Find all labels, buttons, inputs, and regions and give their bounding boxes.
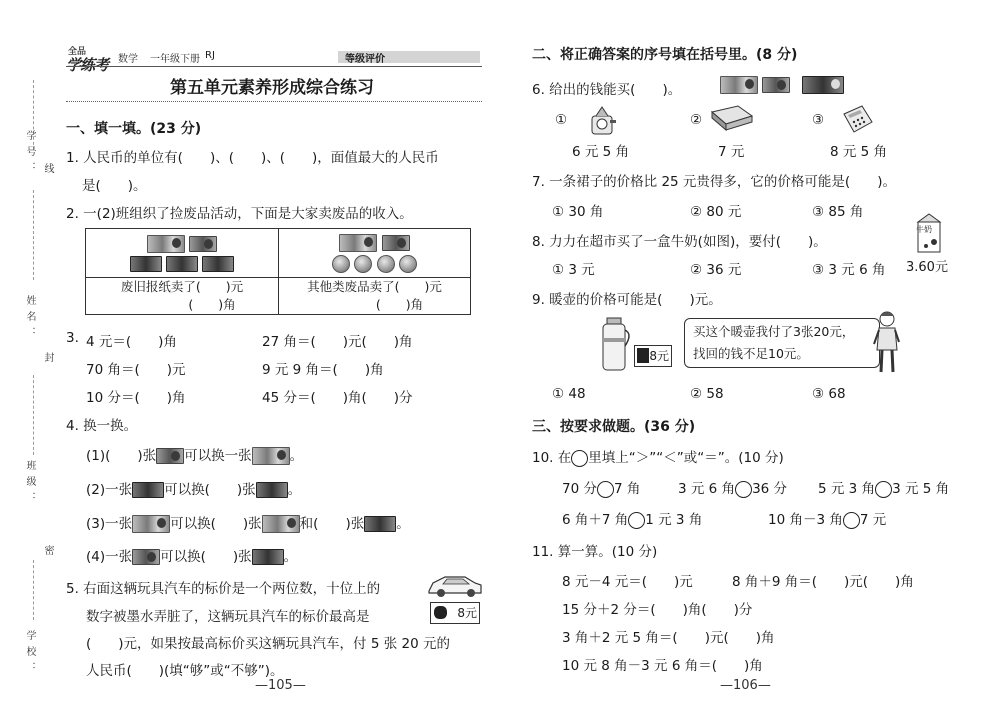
answer-circle[interactable] xyxy=(571,450,588,467)
q9-option: ② 58 xyxy=(690,386,724,402)
coin-icon xyxy=(399,255,417,273)
q8-option: ① 3 元 xyxy=(552,262,595,278)
cut-mark-seal: 封 xyxy=(42,352,53,368)
banknote-icon xyxy=(364,516,396,532)
q9-option: ③ 68 xyxy=(812,386,846,402)
q2-text: 2. 一(2)班组织了捡废品活动，下面是大家卖废品的收入。 xyxy=(66,206,413,222)
price-tag: 8元 xyxy=(430,602,480,624)
edition: RJ xyxy=(205,50,215,61)
page-title: 第五单元素养形成综合练习 xyxy=(170,78,374,98)
q7-option: ③ 85 角 xyxy=(812,204,864,220)
logo: 学练考 xyxy=(66,56,109,74)
q3-number: 3. xyxy=(66,330,79,346)
answer-circle[interactable] xyxy=(875,481,892,498)
q8-option: ② 36 元 xyxy=(690,262,742,278)
thermos-icon xyxy=(595,316,635,376)
q6-text: 6. 给出的钱能买( )。 xyxy=(532,82,682,98)
pencil-sharpener-icon xyxy=(586,104,618,138)
subject: 数学 xyxy=(118,54,138,65)
section-2-heading: 二、将正确答案的序号填在括号里。(8 分) xyxy=(532,47,798,63)
grade: 一年级下册 xyxy=(150,54,200,65)
q3-item: 9 元 9 角＝( )角 xyxy=(262,362,384,378)
ink-blot-icon xyxy=(434,606,447,619)
banknote-icon xyxy=(166,256,198,272)
banknote-icon xyxy=(762,77,790,93)
logo-top: 全品 xyxy=(68,47,87,57)
q6-money xyxy=(720,76,844,94)
q9-text: 9. 暖壶的价格可能是( )元。 xyxy=(532,292,722,308)
rating-label: 等级评价 xyxy=(345,54,385,65)
q4-row1: (1)( )张 可以换一张 。 xyxy=(86,448,304,464)
q4-row3: (3)一张 可以换( )张 和( )张 。 xyxy=(86,516,410,532)
q11-item: 10 元 8 角－3 元 6 角＝( )角 xyxy=(562,658,763,674)
q11-item: 8 元－4 元＝( )元 xyxy=(562,574,693,590)
q1-line1: 1. 人民币的单位有( )、( )、( )，面值最大的人民币 xyxy=(66,150,439,166)
q5-line4: 人民币( )(填“够”或“不够”)。 xyxy=(86,663,284,679)
q3-item: 27 角＝( )元( )角 xyxy=(262,334,413,350)
banknote-icon xyxy=(339,234,377,252)
q6-price: 7 元 xyxy=(718,144,745,160)
q3-item: 4 元＝( )角 xyxy=(86,334,177,350)
milk-price: 3.60元 xyxy=(906,260,948,275)
q7-option: ① 30 角 xyxy=(552,204,604,220)
banknote-icon xyxy=(132,549,160,565)
book-icon xyxy=(708,104,756,138)
q10-item: 3 元 6 角 36 分 xyxy=(678,481,788,497)
q4-row2: (2)一张 可以换( )张 。 xyxy=(86,482,302,498)
thermos-price-tag: 8元 xyxy=(634,345,672,367)
ink-blot-icon xyxy=(637,348,649,363)
banknote-icon xyxy=(382,235,410,251)
answer-circle[interactable] xyxy=(735,481,752,498)
label-student-number: 学号： xyxy=(24,130,35,178)
q11-item: 3 角＋2 元 5 角＝( )元( )角 xyxy=(562,630,775,646)
q2-cell-paper-answer: 废旧报纸卖了( )元 ( )角 xyxy=(86,278,279,315)
q2-cell-other-answer: 其他类废品卖了( )元 ( )角 xyxy=(279,278,471,315)
q4-text: 4. 换一换。 xyxy=(66,418,138,434)
q11-item: 15 分＋2 分＝( )角( )分 xyxy=(562,602,753,618)
banknote-icon xyxy=(202,256,234,272)
banknote-icon xyxy=(132,515,170,533)
cut-mark-line: 线 xyxy=(42,163,53,179)
section-1-heading: 一、填一填。(23 分) xyxy=(66,121,202,137)
milk-label: 牛奶 xyxy=(916,225,932,234)
page-number-left: —105— xyxy=(255,678,306,693)
q2-cell-paper-money xyxy=(86,229,279,278)
page-number-right: —106— xyxy=(720,678,771,693)
q1-line2: 是( )。 xyxy=(82,178,147,194)
q3-item: 70 角＝( )元 xyxy=(86,362,186,378)
answer-circle[interactable] xyxy=(597,481,614,498)
q6-option: ① xyxy=(555,112,568,128)
q11-text: 11. 算一算。(10 分) xyxy=(532,544,658,560)
label-name: 姓名： xyxy=(24,295,35,343)
toy-car-icon xyxy=(425,571,485,601)
label-class: 班级： xyxy=(24,460,35,508)
banknote-icon xyxy=(147,235,185,253)
banknote-icon xyxy=(802,76,844,94)
boy-figure-icon xyxy=(872,310,902,376)
banknote-icon xyxy=(256,482,288,498)
q8-option: ③ 3 元 6 角 xyxy=(812,262,886,278)
calculator-icon xyxy=(840,104,876,138)
coin-icon xyxy=(377,255,395,273)
label-school: 学校： xyxy=(24,630,35,678)
q7-text: 7. 一条裙子的价格比 25 元贵得多，它的价格可能是( )。 xyxy=(532,174,896,190)
banknote-icon xyxy=(130,256,162,272)
q2-cell-other-money xyxy=(279,229,471,278)
banknote-icon xyxy=(189,236,217,252)
q10-item: 70 分 7 角 xyxy=(562,481,641,497)
banknote-icon xyxy=(252,549,284,565)
section-3-heading: 三、按要求做题。(36 分) xyxy=(532,419,696,435)
q6-price: 6 元 5 角 xyxy=(572,144,630,160)
banknote-icon xyxy=(720,76,758,94)
q6-option: ② xyxy=(690,112,703,128)
q5-line1: 5. 右面这辆玩具汽车的标价是一个两位数，十位上的 xyxy=(66,581,381,597)
banknote-icon xyxy=(252,447,290,465)
q9-option: ① 48 xyxy=(552,386,586,402)
q10-text: 10. 在 里填上“＞”“＜”或“＝”。(10 分) xyxy=(532,450,784,466)
q7-option: ② 80 元 xyxy=(690,204,742,220)
coin-icon xyxy=(354,255,372,273)
q11-item: 8 角＋9 角＝( )元( )角 xyxy=(732,574,914,590)
speech-bubble: 买这个暖壶我付了3张20元， 找回的钱不足10元。 xyxy=(684,318,880,368)
q5-line3: ( )元，如果按最高标价买这辆玩具汽车，付 5 张 20 元的 xyxy=(86,636,450,652)
q2-income-table xyxy=(85,228,471,315)
q6-option: ③ xyxy=(812,112,825,128)
banknote-icon xyxy=(262,515,300,533)
cut-mark-secret: 密 xyxy=(42,545,53,561)
banknote-icon xyxy=(156,448,184,464)
q5-line2: 数字被墨水弄脏了，这辆玩具汽车的标价最高是 xyxy=(86,609,370,625)
q10-item: 10 角－3 角 7 元 xyxy=(768,512,887,528)
q10-item: 6 角＋7 角 1 元 3 角 xyxy=(562,512,703,528)
q3-item: 45 分＝( )角( )分 xyxy=(262,390,413,406)
q6-price: 8 元 5 角 xyxy=(830,144,888,160)
q4-row4: (4)一张 可以换( )张 。 xyxy=(86,549,298,565)
banknote-icon xyxy=(132,482,164,498)
q10-item: 5 元 3 角 3 元 5 角 xyxy=(818,481,950,497)
q3-item: 10 分＝( )角 xyxy=(86,390,186,406)
answer-circle[interactable] xyxy=(843,512,860,529)
answer-circle[interactable] xyxy=(628,512,645,529)
coin-icon xyxy=(332,255,350,273)
q8-text: 8. 力力在超市买了一盒牛奶(如图)，要付( )。 xyxy=(532,234,827,250)
